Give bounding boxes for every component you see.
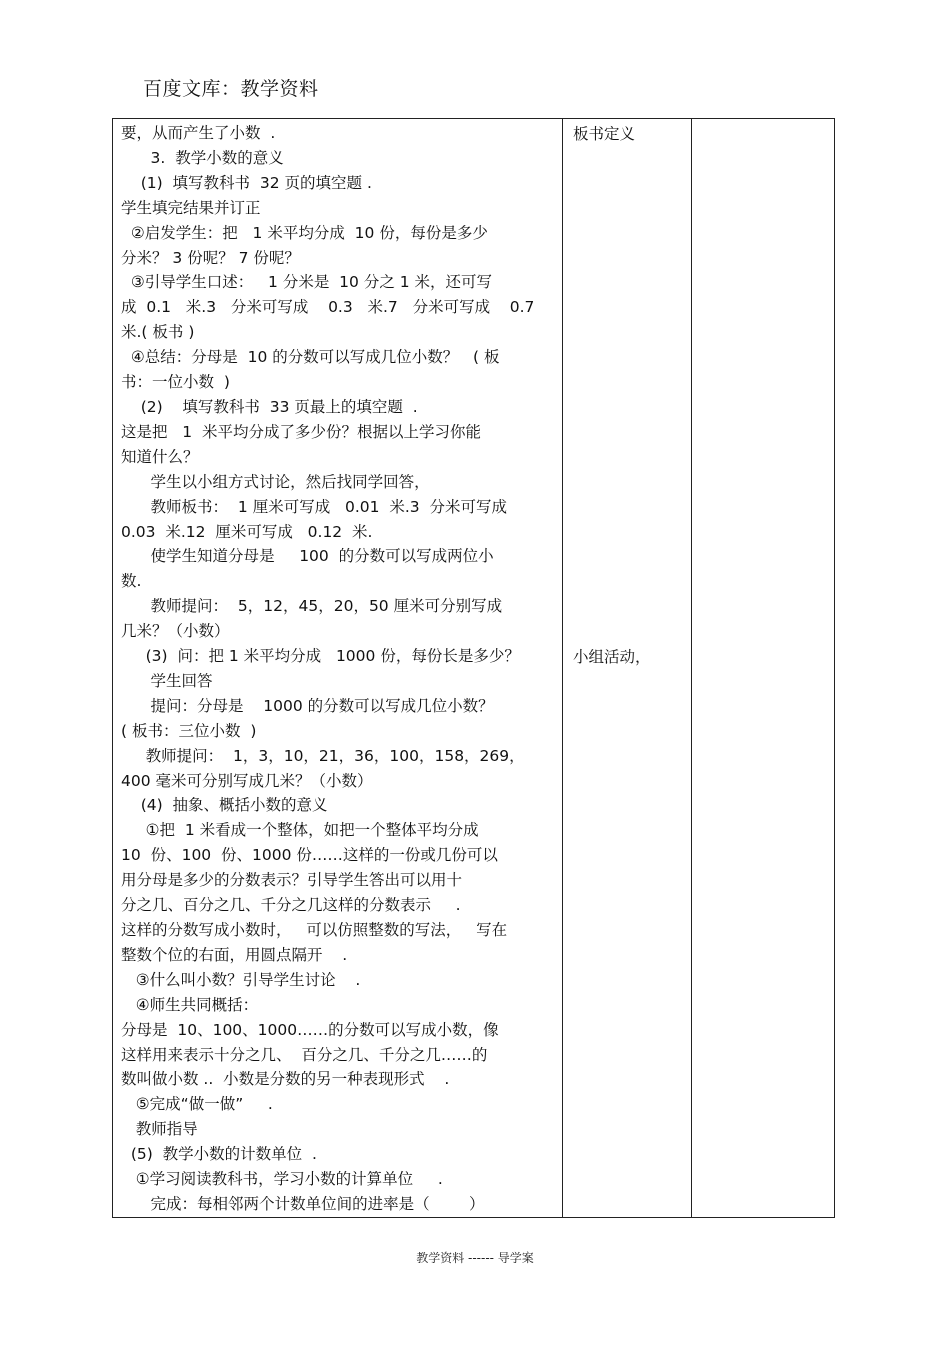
- content-line: ②启发学生：把 1 米平均分成 10 份，每份是多少: [121, 223, 488, 242]
- content-line: ④总结：分母是 10 的分数可以写成几位小数？ ( 板: [121, 348, 500, 367]
- content-line: 这样用来表示十分之几、 百分之几、千分之几……的: [121, 1045, 488, 1064]
- page-title: 百度文库：教学资料: [143, 78, 319, 100]
- note-group-activity: 小组活动，: [573, 648, 651, 666]
- content-line: 米.( 板书 ): [121, 323, 195, 342]
- extra-cell: [692, 119, 835, 1218]
- content-line: 教师指导: [121, 1120, 198, 1139]
- content-line: 3. 教学小数的意义: [121, 148, 284, 167]
- content-line: 使学生知道分母是 100 的分数可以写成两位小: [121, 547, 494, 566]
- content-line: 10 份、100 份、1000 份……这样的一份或几份可以: [121, 846, 498, 865]
- content-line: 完成：每相邻两个计数单位间的进率是（ ）: [121, 1194, 485, 1213]
- content-line: 教师提问： 5，12，45，20，50 厘米可分别写成: [121, 597, 503, 616]
- content-line: (4) 抽象、概括小数的意义: [121, 796, 328, 815]
- content-line: 学生回答: [121, 671, 213, 690]
- content-line: (5) 教学小数的计数单位 .: [121, 1145, 317, 1164]
- teaching-content-text: [113, 119, 562, 1217]
- content-line: 分之几、百分之几、千分之几这样的分数表示 .: [121, 896, 461, 915]
- content-line: 几米？（小数）: [121, 622, 230, 641]
- content-line: 教师板书： 1 厘米可写成 0.01 米.3 分米可写成: [121, 497, 507, 516]
- teaching-content-cell: [113, 119, 563, 1218]
- content-line: 教师提问： 1，3，10，21，36，100，158，269，: [121, 746, 525, 765]
- content-line: 学生以小组方式讨论，然后找同学回答，: [121, 472, 430, 491]
- content-line: 知道什么？: [121, 447, 199, 466]
- content-line: 分米？ 3 份呢？ 7 份呢？: [121, 248, 300, 267]
- content-line: 数.: [121, 572, 142, 591]
- content-line: 学生填完结果并订正: [121, 198, 261, 217]
- content-line: 成 0.1 米.3 分米可写成 0.3 米.7 分米可写成 0.7: [121, 298, 535, 317]
- content-line: (1) 填写教科书 32 页的填空题 .: [121, 173, 372, 192]
- content-line: ①把 1 米看成一个整体，如把一个整体平均分成: [121, 821, 479, 840]
- content-line: 这是把 1 米平均分成了多少份？根据以上学习你能: [121, 422, 481, 441]
- content-line: 这样的分数写成小数时， 可以仿照整数的写法， 写在: [121, 921, 508, 939]
- table-row: [113, 119, 835, 1218]
- content-line: 分母是 10、100、1000……的分数可以写成小数，像: [121, 1020, 499, 1039]
- page-footer: 教学资料 ------ 导学案: [416, 1251, 534, 1265]
- content-line: 0.03 米.12 厘米可写成 0.12 米.: [121, 522, 373, 541]
- content-line: 提问：分母是 1000 的分数可以写成几位小数？: [121, 696, 494, 715]
- note-board-definition: 板书定义: [573, 125, 636, 143]
- content-line: 整数个位的右面，用圆点隔开 .: [121, 945, 348, 964]
- content-line: ( 板书：三位小数 ): [121, 721, 257, 740]
- content-line: 数叫做小数 .. 小数是分数的另一种表现形式 .: [121, 1070, 450, 1089]
- content-line: ④师生共同概括：: [121, 995, 259, 1014]
- content-line: 书：一位小数 ): [121, 373, 230, 392]
- content-line: ①学习阅读教科书，学习小数的计算单位 .: [121, 1170, 443, 1189]
- content-line: (2) 填写教科书 33 页最上的填空题 .: [121, 397, 418, 416]
- content-line: ⑤完成“做一做” .: [121, 1095, 273, 1114]
- lesson-table: [112, 118, 835, 1218]
- content-line: ③什么叫小数？引导学生讨论 .: [121, 970, 361, 989]
- content-line: 400 毫米可分别写成几米？（小数）: [121, 771, 373, 790]
- content-line: ③引导学生口述： 1 分米是 10 分之 1 米，还可写: [121, 273, 493, 292]
- content-line: 要，从而产生了小数 .: [121, 124, 276, 142]
- content-line: (3) 问：把 1 米平均分成 1000 份，每份长是多少？: [121, 647, 520, 666]
- notes-cell: [563, 119, 692, 1218]
- content-line: 用分母是多少的分数表示？引导学生答出可以用十: [121, 871, 463, 890]
